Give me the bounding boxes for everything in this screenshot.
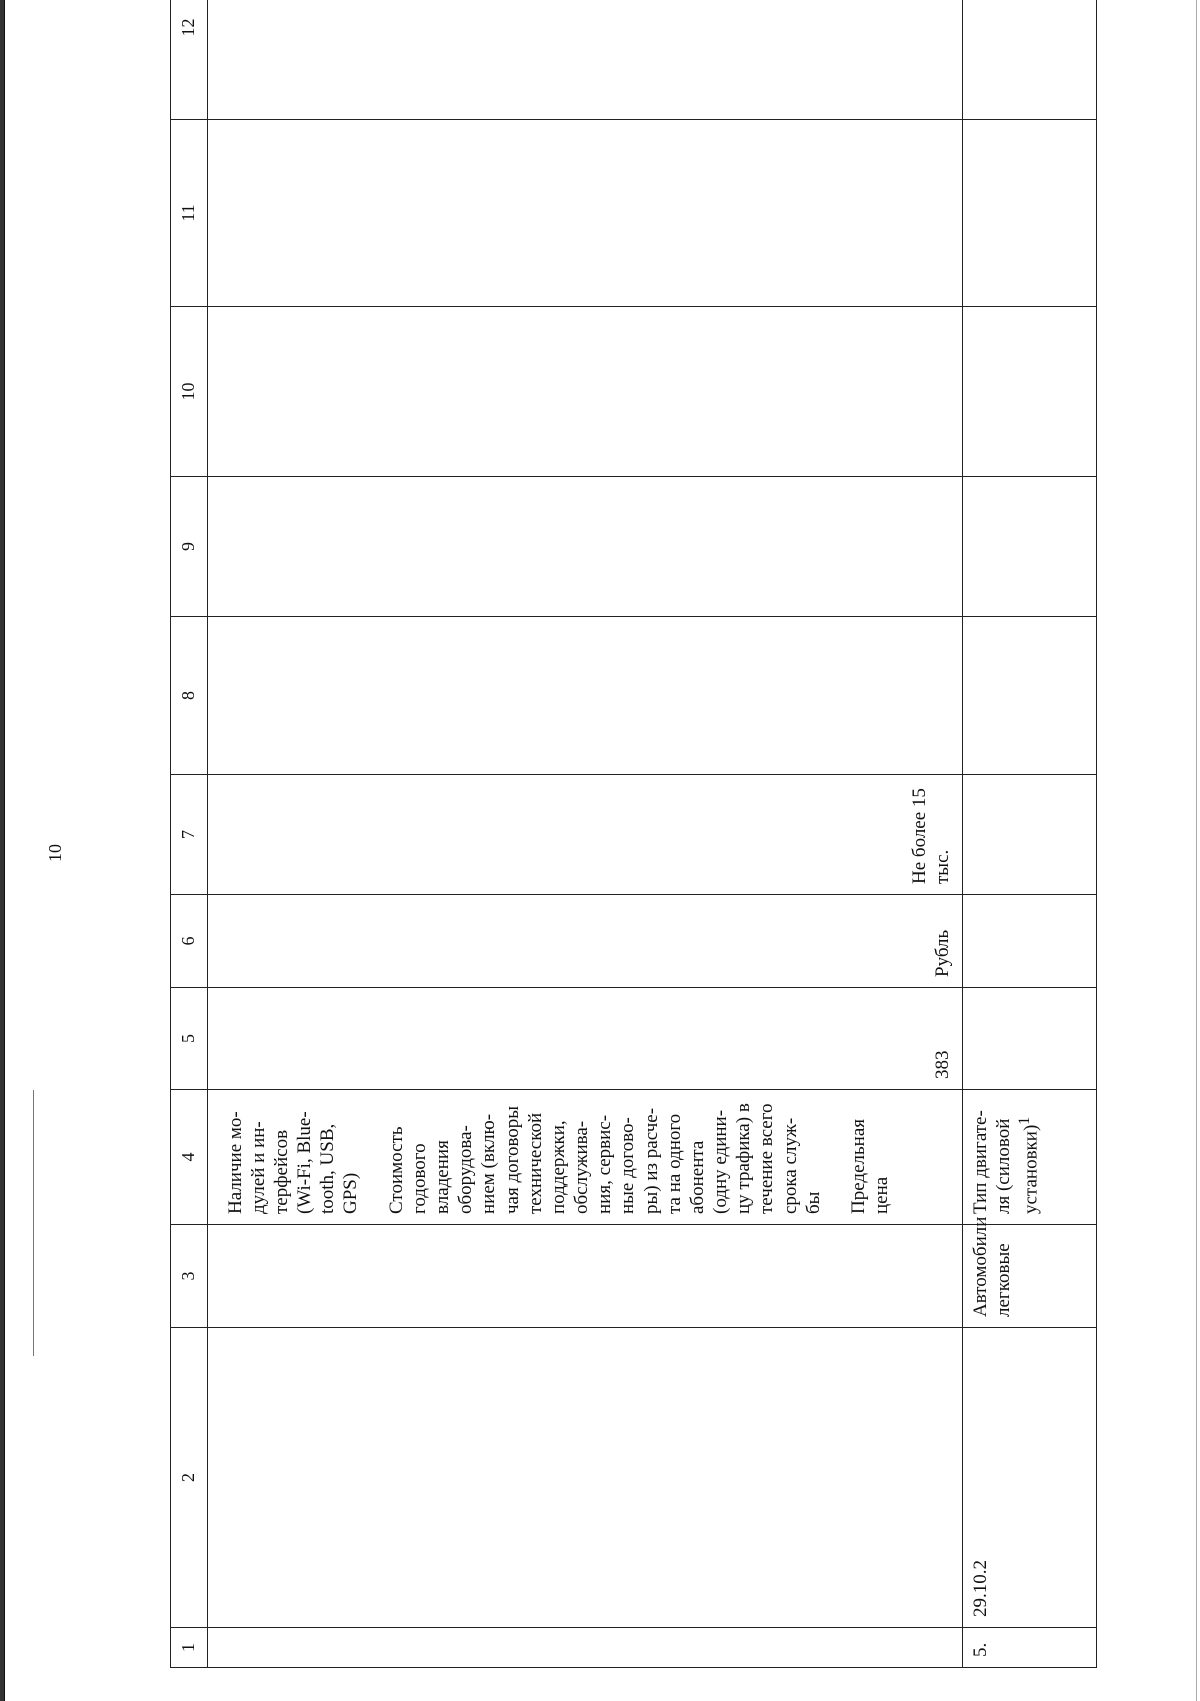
cell-empty	[963, 0, 1097, 120]
spacer	[825, 1100, 847, 1214]
unit-name: Рубль	[931, 929, 953, 977]
fold-mark	[33, 1090, 34, 1356]
col-header-4: 4	[171, 1090, 208, 1225]
col-header-8: 8	[171, 617, 208, 775]
cell-col9	[207, 477, 962, 617]
page-number: 10	[45, 844, 65, 862]
engine-type: Тип двигате-ля (силовой установки)	[970, 1110, 1042, 1214]
cell-empty	[963, 617, 1097, 775]
col-header-10: 10	[171, 307, 208, 477]
cell-characteristics	[207, 1090, 962, 1225]
col-header-12: 12	[171, 0, 208, 120]
header-row	[171, 0, 208, 1668]
cell-col3	[207, 1225, 962, 1328]
value-limit: Не более 15 тыс.	[908, 788, 953, 884]
scan-border	[0, 0, 4, 1701]
col-header-6: 6	[171, 895, 208, 988]
spacer	[363, 1100, 385, 1214]
footnote-mark: 1	[1016, 1116, 1034, 1125]
cell-empty	[963, 477, 1097, 617]
cell-unit-code	[207, 988, 962, 1090]
cell-col1	[207, 1628, 962, 1668]
product-name: Автомобили легковые	[963, 1225, 1097, 1328]
characteristic-modules: Наличие мо-дулей и ин-терфейсов (Wi-Fi, Blue-tooth, USB, GPS)	[224, 1111, 362, 1214]
col-header-11: 11	[171, 120, 208, 307]
characteristic-price-limit: Предельная цена	[847, 1119, 893, 1214]
cell-empty	[963, 120, 1097, 307]
col-header-9: 9	[171, 477, 208, 617]
cell-unit-name	[207, 895, 962, 988]
rotated-table-area	[170, 18, 1097, 1668]
row-number: 5.	[963, 1628, 1097, 1668]
cell-characteristic-engine	[963, 1090, 1097, 1225]
cell-col2	[207, 1328, 962, 1628]
characteristic-ownership-cost: Стоимость годового владения оборудова-нием (вклю-чая договоры технической поддержки, обслужива-ния, сервис-ные догово-ры) из расче-та на одного абонента (одну едини-цу трафика) в течение всего срока служ-бы	[385, 1103, 824, 1214]
unit-code: 383	[931, 1050, 953, 1079]
cell-empty	[963, 895, 1097, 988]
cell-empty	[963, 307, 1097, 477]
cell-value	[207, 775, 962, 895]
okpd-code: 29.10.2	[963, 1328, 1097, 1628]
cell-empty	[963, 988, 1097, 1090]
cell-empty	[963, 775, 1097, 895]
col-header-5: 5	[171, 988, 208, 1090]
cell-col12	[207, 0, 962, 120]
page-edge	[1196, 0, 1197, 1701]
cell-col10	[207, 307, 962, 477]
col-header-3: 3	[171, 1225, 208, 1328]
cell-col8	[207, 617, 962, 775]
cell-col11	[207, 120, 962, 307]
specification-table	[170, 0, 1097, 1668]
col-header-7: 7	[171, 775, 208, 895]
col-header-2: 2	[171, 1328, 208, 1628]
col-header-1: 1	[171, 1628, 208, 1668]
table-row	[207, 0, 962, 1668]
table-row	[963, 0, 1097, 1668]
